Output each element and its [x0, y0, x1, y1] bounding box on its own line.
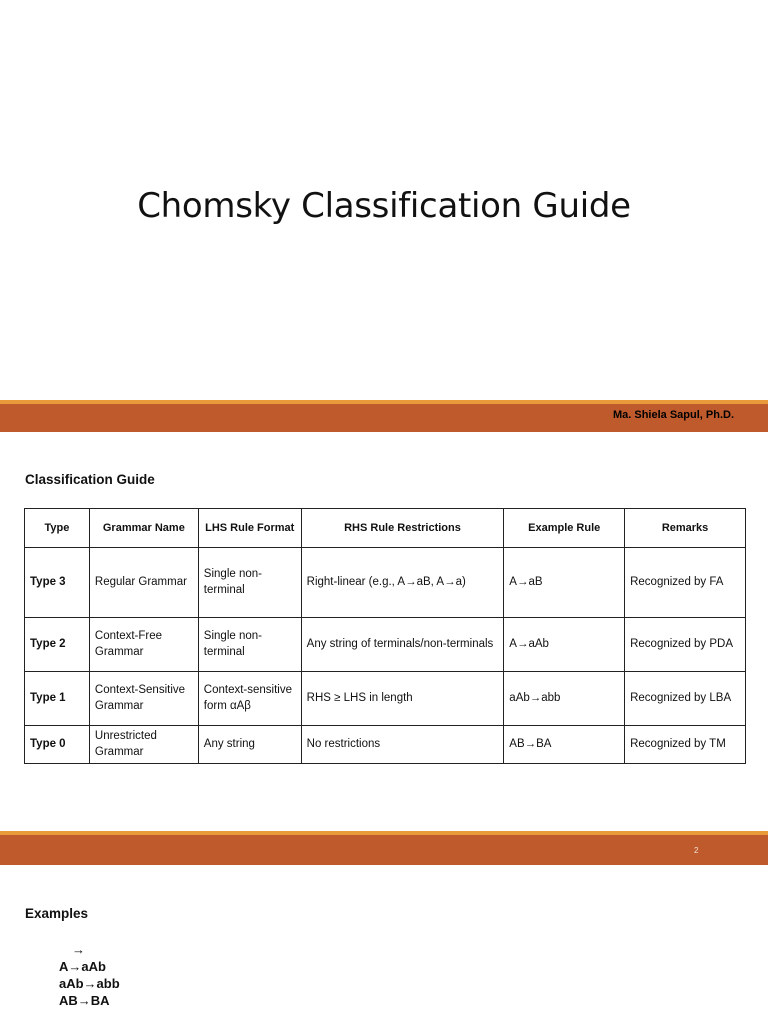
table-row — [25, 548, 746, 618]
col-header-lhs: LHS Rule Format — [198, 509, 301, 548]
cell-type: Type 2 — [25, 618, 90, 672]
example-line: aAb→abb — [59, 976, 120, 991]
example-line: A→aAb — [59, 959, 106, 974]
cell-remarks: Recognized by FA — [625, 548, 746, 618]
cell-example: A→aB — [504, 548, 625, 618]
cell-lhs: Single non-terminal — [198, 548, 301, 618]
cell-lhs: Any string — [198, 726, 301, 764]
col-header-rhs: RHS Rule Restrictions — [301, 509, 504, 548]
example-line: AB→BA — [59, 993, 110, 1008]
cell-rhs: No restrictions — [301, 726, 504, 764]
cell-remarks: Recognized by LBA — [625, 672, 746, 726]
cell-rhs: Right-linear (e.g., A→aB, A→a) — [301, 548, 504, 618]
table-row — [25, 618, 746, 672]
col-header-type: Type — [25, 509, 90, 548]
cell-grammar-name: Unrestricted Grammar — [89, 726, 198, 764]
col-header-grammar-name: Grammar Name — [89, 509, 198, 548]
band-accent-line — [0, 831, 768, 835]
table-row — [25, 726, 746, 764]
cell-lhs: Single non-terminal — [198, 618, 301, 672]
cell-example: A→aAb — [504, 618, 625, 672]
cell-example: aAb→abb — [504, 672, 625, 726]
footer-band-top — [0, 400, 768, 432]
author-label: Ma. Shiela Sapul, Ph.D. — [612, 409, 734, 421]
page-number: 2 — [694, 846, 699, 855]
table-header-row — [25, 509, 746, 548]
cell-rhs: RHS ≥ LHS in length — [301, 672, 504, 726]
footer-band-bottom — [0, 831, 768, 865]
cell-type: Type 3 — [25, 548, 90, 618]
cell-rhs: Any string of terminals/non-terminals — [301, 618, 504, 672]
col-header-remarks: Remarks — [625, 509, 746, 548]
cell-type: Type 1 — [25, 672, 90, 726]
cell-type: Type 0 — [25, 726, 90, 764]
slide-title: Chomsky Classification Guide — [137, 186, 631, 226]
cell-lhs: Context-sensitive form αAβ — [198, 672, 301, 726]
cell-grammar-name: Context-Sensitive Grammar — [89, 672, 198, 726]
cell-remarks: Recognized by PDA — [625, 618, 746, 672]
cell-grammar-name: Context-Free Grammar — [89, 618, 198, 672]
cell-remarks: Recognized by TM — [625, 726, 746, 764]
classification-heading: Classification Guide — [25, 472, 155, 487]
classification-table — [24, 508, 746, 764]
table-row — [25, 672, 746, 726]
examples-list — [59, 941, 120, 1009]
col-header-example: Example Rule — [504, 509, 625, 548]
cell-grammar-name: Regular Grammar — [89, 548, 198, 618]
band-accent-line — [0, 400, 768, 404]
example-line: → — [72, 942, 85, 957]
cell-example: AB→BA — [504, 726, 625, 764]
examples-heading: Examples — [25, 906, 89, 921]
